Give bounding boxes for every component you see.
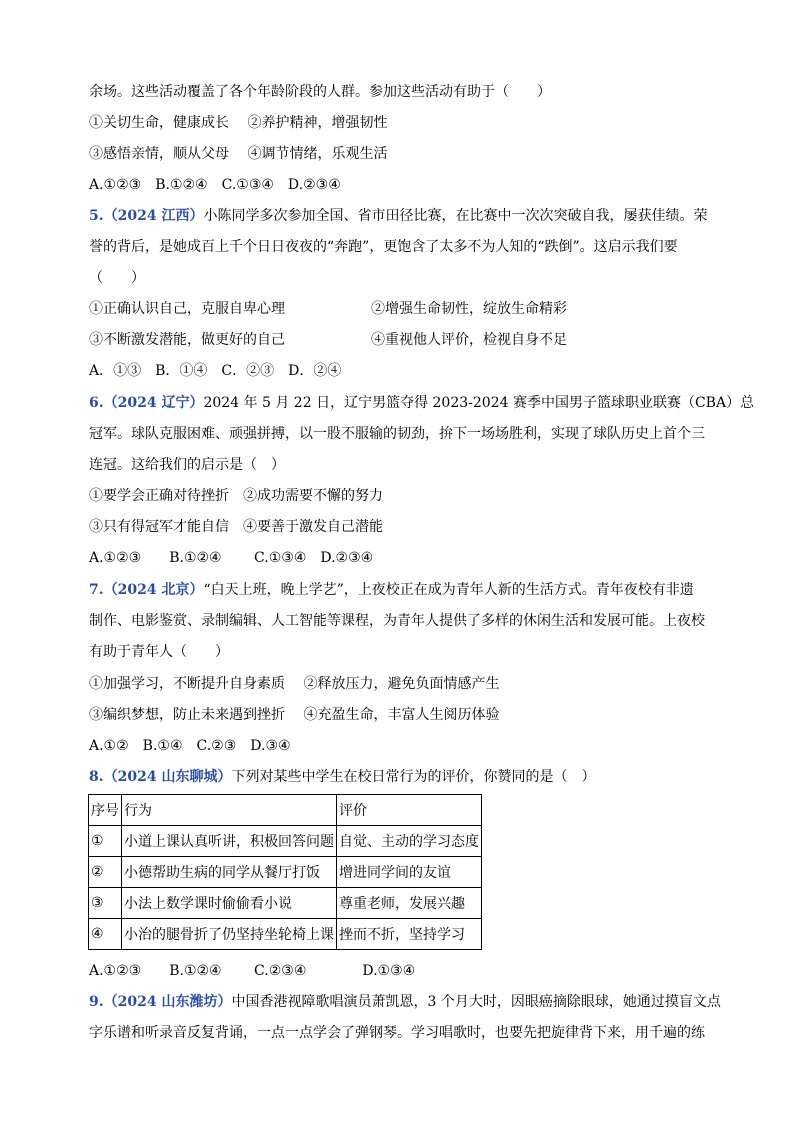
table-row <box>89 826 482 857</box>
q5-stem-line1 <box>89 206 707 226</box>
table-row <box>89 919 482 950</box>
q7-stem-text: “白天上班，晚上学艺”，上夜校正在成为青年人新的生活方式。青年夜校有非遗 <box>203 582 694 598</box>
q8-stem <box>89 767 595 787</box>
q5-option-1: ①正确认识自己，克服自卑心理 <box>89 301 285 317</box>
q6-source: （2024 辽宁） <box>103 395 204 411</box>
q4-options-2: ③感悟亲情，顺从父母 ④调节情绪，乐观生活 <box>89 146 388 162</box>
q9-stem-line1 <box>89 992 721 1012</box>
q7-answers: A.①② B.①④ C.②③ D.③④ <box>89 738 291 754</box>
table-row <box>89 857 482 888</box>
table-cell: 小道上课认真听讲，积极回答问题 <box>122 826 337 857</box>
q5-option-4: ④重视他人评价，检视自身不足 <box>371 332 567 348</box>
q6-answers: A.①②③ B.①②④ C.①③④ D.②③④ <box>89 550 374 566</box>
q6-options-2: ③只有得冠军才能自信 ④要善于激发自己潜能 <box>89 519 383 535</box>
q8-number: 8. <box>89 769 104 785</box>
table-cell: 小法上数学课时偷偷看小说 <box>122 888 337 919</box>
q7-source: （2024 北京） <box>103 582 204 598</box>
q4-options-1: ①关切生命，健康成长 ②养护精神，增强韧性 <box>89 115 388 131</box>
q6-stem-text: 2024 年 5 月 22 日，辽宁男篮夺得 2023-2024 赛季中国男子篮球职业联赛（CBA）总 <box>203 395 755 411</box>
q6-stem-line3: 连冠。这给我们的启示是（ ） <box>89 457 285 473</box>
table-cell: ② <box>89 857 122 888</box>
q5-stem-line2: 誉的背后，是她成百上千个日日夜夜的“奔跑”，更饱含了太多不为人知的“跌倒”。这启示我们要 <box>89 239 678 255</box>
q5-stem-line3: （ ） <box>89 270 145 286</box>
table-cell: 尊重老师，发展兴趣 <box>337 888 482 919</box>
q5-option-3: ③不断激发潜能，做更好的自己 <box>89 332 285 348</box>
table-cell: 小治的腿骨折了仍坚持坐轮椅上课 <box>122 919 337 950</box>
q6-options-1: ①要学会正确对待挫折 ②成功需要不懈的努力 <box>89 488 383 504</box>
q7-stem-line1 <box>89 580 694 600</box>
q6-stem-line1 <box>89 393 754 413</box>
q5-answers: A．①③ B．①④ C．②③ D．②④ <box>89 363 342 379</box>
q4-stem: 余场。这些活动覆盖了各个年龄阶段的人群。参加这些活动有助于（ ） <box>89 84 551 100</box>
table-row <box>89 888 482 919</box>
table-header-cell: 行为 <box>122 795 337 826</box>
q5-number: 5. <box>89 208 104 224</box>
q9-stem-text: 中国香港视障歌唱演员萧凯恩，3 个月大时，因眼癌摘除眼球，她通过摸盲文点 <box>231 994 721 1010</box>
table-header-cell: 评价 <box>337 795 482 826</box>
q6-number: 6. <box>89 395 104 411</box>
table-cell: 小德帮助生病的同学从餐厅打饭 <box>122 857 337 888</box>
q7-stem-line2: 制作、电影鉴赏、录制编辑、人工智能等课程，为青年人提供了多样的休闲生活和发展可能。上夜校 <box>89 613 705 629</box>
q5-source: （2024 江西） <box>103 208 204 224</box>
q7-options-2: ③编织梦想，防止未来遇到挫折 ④充盈生命，丰富人生阅历体验 <box>89 707 500 723</box>
table-cell: ④ <box>89 919 122 950</box>
q9-number: 9. <box>89 994 104 1010</box>
table-header-row <box>89 795 482 826</box>
q8-stem-text: 下列对某些中学生在校日常行为的评价，你赞同的是（ ） <box>231 769 596 785</box>
q8-source: （2024 山东聊城） <box>103 769 232 785</box>
table-header-cell: 序号 <box>89 795 122 826</box>
q9-source: （2024 山东潍坊） <box>103 994 232 1010</box>
q4-answers: A.①②③ B.①②④ C.①③④ D.②③④ <box>89 177 341 193</box>
table-cell: 挫而不折，坚持学习 <box>337 919 482 950</box>
q7-number: 7. <box>89 582 104 598</box>
table-cell: 自觉、主动的学习态度 <box>337 826 482 857</box>
q7-stem-line3: 有助于青年人（ ） <box>89 644 229 660</box>
q5-stem-text: 小陈同学多次参加全国、省市田径比赛，在比赛中一次次突破自我，屡获佳绩。荣 <box>203 208 708 224</box>
q7-options-1: ①加强学习，不断提升自身素质 ②释放压力，避免负面情感产生 <box>89 676 500 692</box>
table-cell: 增进同学间的友谊 <box>337 857 482 888</box>
q6-stem-line2: 冠军。球队克服困难、顽强拼搏，以一股不服输的韧劲，拚下一场场胜利，实现了球队历史上首个三 <box>89 426 705 442</box>
table-cell: ① <box>89 826 122 857</box>
q5-option-2: ②增强生命韧性，绽放生命精彩 <box>371 301 567 317</box>
q8-evaluation-table <box>88 794 482 950</box>
q8-answers: A.①②③ B.①②④ C.②③④ D.①③④ <box>89 963 416 979</box>
q9-stem-line2: 字乐谱和听录音反复背诵，一点一点学会了弹钢琴。学习唱歌时，也要先把旋律背下来，用千遍的练 <box>89 1025 705 1041</box>
table-cell: ③ <box>89 888 122 919</box>
